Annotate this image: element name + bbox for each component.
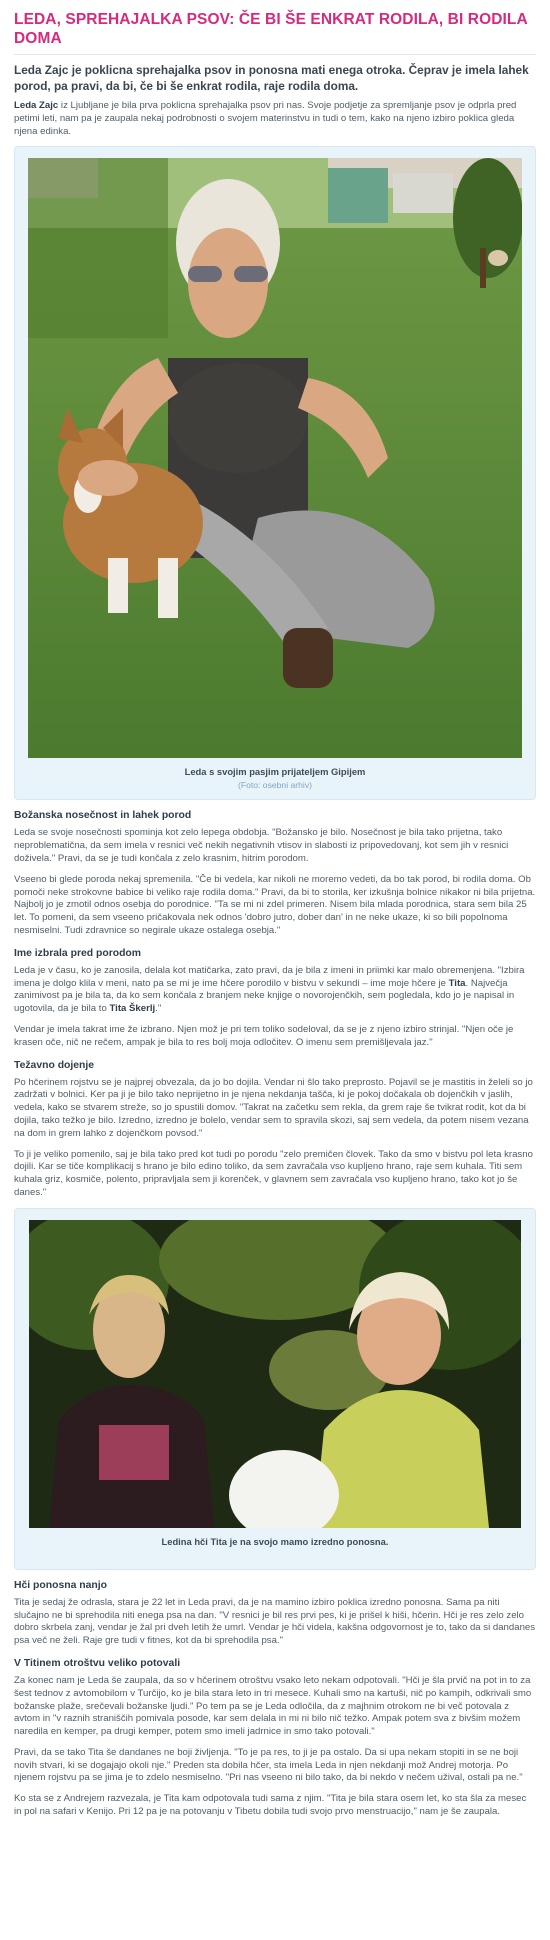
intro-paragraph bbox=[14, 100, 536, 138]
figure1-credit: (Foto: osebni arhiv) bbox=[237, 780, 313, 791]
section4-heading: Hči ponosna nanjo bbox=[14, 1579, 107, 1591]
section3-heading: Težavno dojenje bbox=[14, 1059, 95, 1071]
intro-name: Leda Zajc bbox=[14, 100, 59, 111]
section1-paragraph1: Leda se svoje nosečnosti spominja kot zelo lepega obdobja. "Božansko je bilo. Nosečnost je bila tako prijetna, tako neproblematična, da sem imela v resnici več nekih negativnih vtisov in slabosti iz pripovedovanj, kot sem jih v resnici doživela." Pravi, da se je tudi končala z zelo krasnim, hitrim porodom. bbox=[14, 827, 509, 864]
section2-p1-text-c: ." bbox=[155, 1003, 162, 1015]
photo-tita-and-leda bbox=[29, 1220, 521, 1528]
section5-paragraph3: Ko sta se z Andrejem razvezala, je Tita kam odpotovala tudi sama z njim. "Tita je bila stara osem let, ko sta šla za mesec in pol na safari v Kenijo. Pri 12 pa je na potovanju v Tibetu dobila tudi svojo prvo menstruacijo," nam je še zaupala. bbox=[14, 1793, 527, 1818]
figure1-caption: Leda s svojim pasjim prijateljem Gipijem bbox=[184, 766, 366, 778]
name-tita-skerlj: Tita Škerlj bbox=[109, 1003, 156, 1015]
section2-paragraph1 bbox=[14, 965, 536, 1016]
section2-paragraph2: Vendar je imela takrat ime že izbrano. Njen mož je pri tem toliko sodeloval, da se je z njeno izbiro strinjal. "Njen oče je krasen oče, nič ne rečem, ampak je bila to res bolj moja odločitev. O imenu sem premišljevala jaz." bbox=[14, 1023, 514, 1048]
section2-p1-text-a: Leda je v času, ko je zanosila, delala kot matičarka, zato pravi, da je bila z imeni in priimki kar malo obremenjena. "Izbira imena je dolgo klila v meni, nato pa se mi je ime hčere porodilo v bistvu v sekundi – ime moje hčere je bbox=[14, 964, 525, 989]
section1-paragraph2: Vseeno bi glede poroda nekaj spremenila. "Če bi vedela, kar nikoli ne moremo vedeti, da bo tak porod, bi rodila doma. Ob pomoči neke strokovne babice bi veliko raje rodila doma." Pravi, da bi to storila, ker izkušnja bolnice nikakor ni bila prijetna. Najbolj jo je zmotil odnos osebja do porodnice. "Ta se mi ni zdel primeren. Nisem bila mlada porodnica, stara sem bila 25 let. To pomeni, da sem vseeno pričakovala nek odnos 'dobro jutro, dober dan' in ne neke ukaze, ki so bili popolnoma nesmiselni. Tudi zdravnice so negirale ukaze ostalega osebja." bbox=[14, 873, 536, 936]
article-title: LEDA, SPREHAJALKA PSOV: ČE BI ŠE ENKRAT RODILA, BI RODILA DOMA bbox=[14, 10, 536, 55]
figure-leda-with-dog bbox=[14, 146, 536, 800]
section5-paragraph1: Za konec nam je Leda še zaupala, da so v hčerinem otroštvu vsako leto nekam odpotovali. "Hči je šla prvič na pot in to za šest tednov z avtomobilom v Turčijo, ko je bila stara leto in tri mesece. Kuhali smo na kartuši, nič po kampih, odkrivali smo božanske plaže, srečevali božanske ljudi." Po tem pa se je Leda odločila, da z majhnim otrokom ne bi več potovala z avtom in "v raznih straniščih pomivala posode, kar sem delala in mi ni bilo nič težko. Ampak potem sva z bivšim možem naredila en kemper, pa drugi kemper, potem smo imeli jadrnice in smo tako potovali." bbox=[14, 1674, 532, 1738]
figure-tita-and-leda bbox=[14, 1208, 536, 1570]
intro-text: iz Ljubljane je bila prva poklicna sprehajalka psov pri nas. Svoje podjetje za spremljanje psov je odprla pred petimi leti, nam pa je zaupala nekaj podrobnosti o svojem materinstvu in tudi o tem, kako na njeno izbiro poklica gleda njena edinka. bbox=[14, 100, 517, 137]
section3-paragraph2: To ji je veliko pomenilo, saj je bila tako pred kot tudi po porodu "zelo premičen človek. Tako da smo v bistvu pol leta krasno dojili. Kar se tiče komplikacij s hrano je bilo edino toliko, da sem zavračala vso kupljeno hrano, raje sem kuhala. Titi sem kuhala griz, kosmiče, polento, pripravljala sem ji korenček, v glavnem sem zavračala vso kupljeno hrano, tako kot jo še danes." bbox=[14, 1148, 533, 1198]
article-lead: Leda Zajc je poklicna sprehajalka psov in ponosna mati enega otroka. Čeprav je imela lahek porod, pa pravi, da bi, če bi še enkrat rodila, raje rodila doma. bbox=[14, 63, 529, 93]
photo-leda-with-dog bbox=[28, 158, 522, 758]
name-tita: Tita bbox=[448, 977, 466, 989]
figure2-caption: Ledina hči Tita je na svojo mamo izredno ponosna. bbox=[161, 1535, 389, 1547]
section1-heading: Božanska nosečnost in lahek porod bbox=[14, 810, 192, 822]
section2-p1-text-b: . Največja zanimivost pa je bila ta, da ko sem končala z branjem neke knjige o novorojenčkih, sem pogledala, kdo jo je napisal in ugotovila, da je bila to bbox=[14, 977, 515, 1015]
section5-heading: V Titinem otroštvu veliko potovali bbox=[14, 1657, 181, 1669]
section4-paragraph1: Tita je sedaj že odrasla, stara je 22 let in Leda pravi, da je na mamino izbiro poklica izredno ponosna. Sama pa niti slučajno ne bi sprehodila niti enega psa na dan. "V resnici je bil res prvi pes, ki je prišel k hiši, hčerin. Hči je res zelo zelo dobro skrbela zanj, vendar je žal pri dveh letih že umrl. Vendar je hči videla, kakšna odgovornost je to, tako da si dandanes psa več ne želi. Raje gre tudi v fitnes, kot da bi sprehodila psa." bbox=[14, 1596, 536, 1647]
section2-heading: Ime izbrala pred porodom bbox=[14, 947, 142, 959]
section3-paragraph1: Po hčerinem rojstvu se je najprej obvezala, da jo bo dojila. Vendar ni šlo tako preprosto. Pojavil se je mastitis in želeli so jo zadržati v bolnici. Ker pa ji je bilo tako neprijetno in je njena nekdanja tašča, ki je pokoj dočakala ob dojenčkih v jaslih, vedela, kako se stvarem streže, so jo spustili domov. "Takrat na začetku sem rekla, da grem raje še tvikrat rodit, kot da bi dojila, tako težko je bilo. Izredno, izredno je bolelo, vendar sem to spravila skozi, saj sem vedela, da potem nisem vezana na dom in grem lahko z dojenčkom povsod." bbox=[14, 1076, 533, 1139]
figure2-credit bbox=[27, 1550, 523, 1560]
section5-paragraph2: Pravi, da se tako Tita še dandanes ne boji življenja. "To je pa res, to ji je pa ostalo. Da si upa nekam stopiti in se ne boji novih stvari, ki se dogajajo okoli nje." Preden sta dobila hčer, sta imela Leda in njen nekdanji mož Andrej motorja. Po njenem rojstvu pa se jima je to zdelo nesmiselno. "Pri nas vseeno ni bilo tako, da bi nekdo v nečem užival, ostali pa ne." bbox=[14, 1746, 523, 1784]
